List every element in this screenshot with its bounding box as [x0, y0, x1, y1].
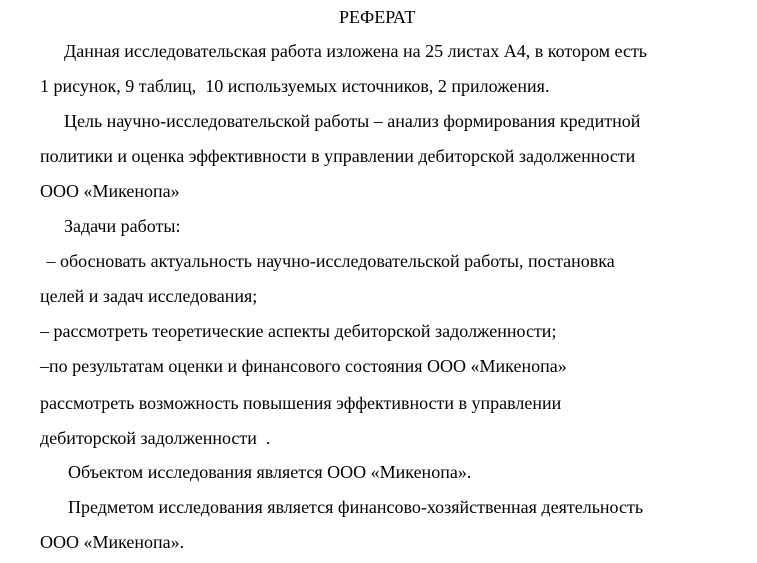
paragraph-line: Объектом исследования является ООО «Микенопа». — [68, 462, 472, 482]
list-item-line: дебиторской задолженности . — [40, 428, 271, 448]
paragraph-line: 1 рисунок, 9 таблиц, 10 используемых источников, 2 приложения. — [40, 76, 550, 96]
paragraph-line: Задачи работы: — [64, 216, 181, 236]
list-item-line: рассмотреть возможность повышения эффективности в управлении — [40, 393, 562, 413]
paragraph-line: Цель научно-исследовательской работы – анализ формирования кредитной — [64, 111, 641, 131]
document-title: РЕФЕРАТ — [339, 7, 416, 27]
paragraph-line: Данная исследовательская работа изложена на 25 листах А4, в котором есть — [64, 41, 648, 61]
list-item-line: – обосновать актуальность научно-исследовательской работы, постановка — [42, 251, 615, 271]
paragraph-line: Предметом исследования является финансово-хозяйственная деятельность — [68, 497, 644, 517]
paragraph-line: ООО «Микенопа» — [40, 181, 180, 201]
list-item-line: целей и задач исследования; — [40, 286, 258, 306]
paragraph-line: ООО «Микенопа». — [40, 532, 185, 552]
list-item-line: –по результатам оценки и финансового состояния ООО «Микенопа» — [40, 356, 567, 376]
paragraph-line: политики и оценка эффективности в управлении дебиторской задолженности — [40, 146, 636, 166]
list-item-line: – рассмотреть теоретические аспекты дебиторской задолженности; — [40, 321, 557, 341]
